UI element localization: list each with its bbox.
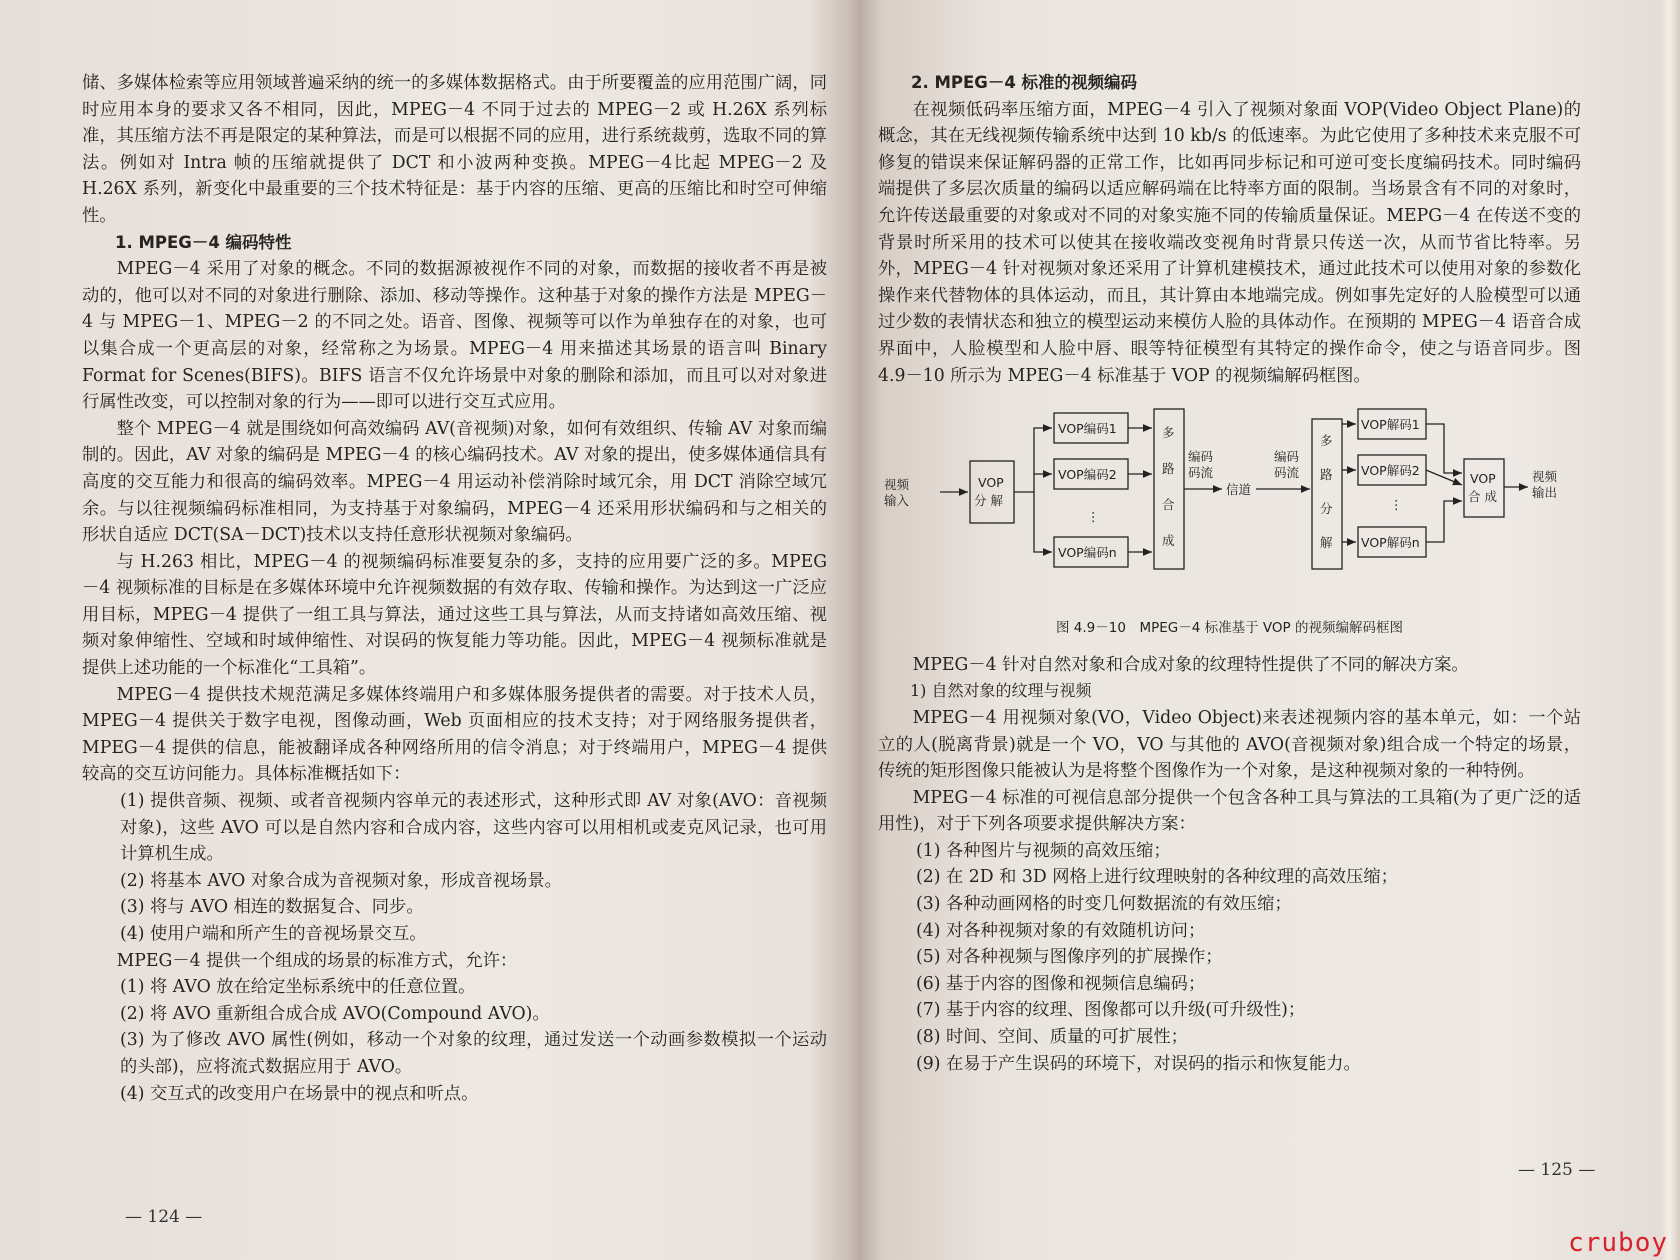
vop-split-box xyxy=(970,461,1014,523)
watermark: cruboy xyxy=(1568,1228,1668,1258)
label-vop-compose-1: VOP xyxy=(1470,471,1496,487)
label-channel: 信道 xyxy=(1226,482,1252,498)
label-decoder-2: VOP解码2 xyxy=(1361,463,1420,479)
label-stream-2b: 码流 xyxy=(1274,465,1300,481)
label-encoder-n: VOP编码n xyxy=(1058,545,1117,561)
label-vop-split-1: VOP xyxy=(978,475,1004,491)
page-number-right: — 125 — xyxy=(1518,1160,1596,1180)
label-encoder-2: VOP编码2 xyxy=(1058,467,1117,483)
label-demux-char: 分 xyxy=(1320,501,1333,517)
label-stream-1: 编码 xyxy=(1188,449,1214,465)
label-decoder-dots: ⋮ xyxy=(1390,497,1403,513)
list-item: (3) 将与 AVO 相连的数据复合、同步。 xyxy=(120,897,424,918)
label-video-out-2: 输出 xyxy=(1532,485,1558,501)
paragraph-objects: MPEG－4 采用了对象的概念。不同的数据源被视作不同的对象，而数据的接收者不再是被动的，他可以对不同的对象进行删除、添加、移动等操作。这种基于对象的操作方法是 MPEG－4 与 MPEG－1、MPEG－2 的不同之处。语音、图像、视频等可以作为单独存在的对象，也可以集合成一个更高层的对象，经常称之为场景。MPEG－4 用来描述其场景的语言叫 Binary Format for Scenes(BIFS)。BIFS 语言不仅允许场景中对象的删除和添加，而且可以对对象进行属性改变，可以控制对象的行为——即可以进行交互式应用。 xyxy=(82,259,827,413)
label-encoder-dots: ⋮ xyxy=(1087,509,1100,525)
label-demux-char: 多 xyxy=(1320,433,1333,449)
list-item: (2) 将基本 AVO 对象合成为音视频对象，形成音视场景。 xyxy=(120,870,562,891)
label-video-in-1: 视频 xyxy=(884,477,910,493)
list-item: (6) 基于内容的图像和视频信息编码； xyxy=(916,973,1206,994)
list-item: (3) 各种动画网格的时变几何数据流的有效压缩； xyxy=(916,894,1292,915)
list-item: (4) 使用户端和所产生的音视场景交互。 xyxy=(120,924,427,944)
figure-caption: 图 4.9－10 MPEG－4 标准基于 VOP 的视频编解码框图 xyxy=(1056,620,1403,637)
list-item: (2) 在 2D 和 3D 网格上进行纹理映射的各种纹理的高效压缩； xyxy=(916,867,1398,888)
label-video-in-2: 输入 xyxy=(884,493,910,509)
label-mux-char: 合 xyxy=(1162,497,1175,513)
paragraph-texture: MPEG－4 针对自然对象和合成对象的纹理特性提供了不同的解决方案。 xyxy=(912,654,1469,675)
heading-encoding-features: 1. MPEG－4 编码特性 xyxy=(115,232,292,252)
heading-video-coding: 2. MPEG－4 标准的视频编码 xyxy=(911,73,1138,92)
label-encoder-1: VOP编码1 xyxy=(1058,421,1117,437)
page-edge xyxy=(1662,0,1680,1260)
label-vop-compose-2: 合 成 xyxy=(1468,489,1497,505)
paragraph-h263: 与 H.263 相比，MPEG－4 的视频编码标准要复杂的多，支持的应用要广泛的多。MPEG－4 视频标准的目标是在多媒体环境中允许视频数据的有效存取、传输和操作。为达到这一广泛应用目标，MPEG－4 提供了一组工具与算法，通过这些工具与算法，从而支持诸如高效压缩、视频对象伸缩性、空域和时域伸缩性、对误码的恢复能力等功能。因此，MPEG－4 视频标准就是提供上述功能的一个标准化“工具箱”。 xyxy=(82,551,827,679)
label-stream-2: 码流 xyxy=(1188,465,1214,481)
codec-block-diagram xyxy=(878,401,1581,611)
list-item: (3) 为了修改 AVO 属性(例如，移动一个对象的纹理，通过发送一个动画参数模拟一个运动的头部)，应将流式数据应用于 AVO。 xyxy=(120,1030,827,1077)
list-item: (9) 在易于产生误码的环境下，对误码的指示和恢复能力。 xyxy=(916,1053,1361,1074)
label-video-out-1: 视频 xyxy=(1532,469,1558,485)
label-demux-char: 路 xyxy=(1320,467,1333,483)
paragraph-vo: MPEG－4 用视频对象(VO，Video Object)来表述视频内容的基本单元，如：一个站立的人(脱离背景)就是一个 VO，VO 与其他的 AVO(音视频对象)组合成一个特定的场景，传统的矩形图像只能被认为是将整个图像作为一个对象，是这种视频对象的一种特例。 xyxy=(878,707,1581,782)
list-item: (8) 时间、空间、质量的可扩展性； xyxy=(916,1027,1188,1048)
paragraph-av-objects: 整个 MPEG－4 就是围绕如何高效编码 AV(音视频)对象，如何有效组织、传输 AV 对象而编制的。因此，AV 对象的编码是 MPEG－4 的核心编码技术。AV 对象的提出，使多媒体通信具有高度的交互能力和很高的编码效率。MPEG－4 用运动补偿消除时域冗余，用 DCT 消除空域冗余。与以往视频编码标准相同，为支持基于对象编码，MPEG－4 还采用形状编码和与之相关的形状自适应 DCT(SA－DCT)技术以支持任意形状视频对象编码。 xyxy=(82,418,827,546)
page-number-left: — 124 — xyxy=(125,1207,203,1227)
left-page xyxy=(82,70,827,1107)
label-mux-char: 多 xyxy=(1162,425,1175,441)
label-decoder-n: VOP解码n xyxy=(1361,535,1420,551)
list-item: (7) 基于内容的纹理、图像都可以升级(可升级性)； xyxy=(916,1000,1306,1021)
label-vop-split-2: 分 解 xyxy=(974,493,1003,509)
list-item: (5) 对各种视频与图像序列的扩展操作； xyxy=(916,947,1223,968)
list-item: (1) 将 AVO 放在给定坐标系统中的任意位置。 xyxy=(120,977,476,998)
paragraph-tech-spec: MPEG－4 提供技术规范满足多媒体终端用户和多媒体服务提供者的需要。对于技术人员，MPEG－4 提供关于数字电视，图像动画，Web 页面相应的技术支持；对于网络服务提供者，MPEG－4 提供的信息，能被翻译成各种网络所用的信令消息；对于终端用户，MPEG－4 提供较高的交互访问能力。具体标准概括如下： xyxy=(82,684,827,785)
paragraph-vop: 在视频低码率压缩方面，MPEG－4 引入了视频对象面 VOP(Video Object Plane)的概念，其在无线视频传输系统中达到 10 kb/s 的低速率。为此它使用了多种技术来克服不可修复的错误来保证解码器的正常工作，比如再同步标记和可逆可变长度编码技术。同时编码端提供了多层次质量的编码以适应解码端在比特率方面的限制。当场景含有不同的对象时，允许传送最重要的对象或对不同的对象实施不同的传输质量保证。MEPG－4 在传送不变的背景时所采用的技术可以使其在接收端改变视角时背景只传送一次，从而节省比特率。另外，MPEG－4 针对视频对象还采用了计算机建模技术，通过此技术可以使用对象的参数化操作来代替物体的具体运动，而且，其计算由本地端完成。例如事先定好的人脸模型可以通过少数的表情状态和独立的模型运动来模仿人脸的具体动作。在预期的 MPEG－4 语音合成界面中，人脸模型和人脸中唇、眼等特征模型有其特定的操作命令，使之与语音同步。图 4.9－10 所示为 MPEG－4 标准基于 VOP 的视频编解码框图。 xyxy=(878,99,1581,386)
paragraph-scene: MPEG－4 提供一个组成的场景的标准方式，允许： xyxy=(116,950,518,971)
list-item: (1) 提供音频、视频、或者音视频内容单元的表述形式，这种形式即 AV 对象(AVO：音视频对象)，这些 AVO 可以是自然内容和合成内容，这些内容可以用相机或麦克风记录，也可用计算机生成。 xyxy=(120,791,827,865)
list-item: (4) 对各种视频对象的有效随机访问； xyxy=(916,920,1206,941)
label-decoder-1: VOP解码1 xyxy=(1361,417,1420,433)
label-demux-char: 解 xyxy=(1320,535,1333,551)
right-page xyxy=(878,70,1581,1077)
label-stream-1b: 编码 xyxy=(1274,449,1300,465)
list-item: (1) 各种图片与视频的高效压缩； xyxy=(916,840,1171,861)
list-item: (4) 交互式的改变用户在场景中的视点和听点。 xyxy=(120,1083,479,1104)
paragraph-toolbox: MPEG－4 标准的可视信息部分提供一个包含各种工具与算法的工具箱(为了更广泛的适用性)，对于下列各项要求提供解决方案： xyxy=(878,787,1581,835)
subheading-natural-objects: 1) 自然对象的纹理与视频 xyxy=(910,681,1092,701)
codec-diagram-svg xyxy=(878,401,1581,611)
vop-compose-box xyxy=(1464,459,1504,517)
label-mux-char: 路 xyxy=(1162,461,1175,477)
label-mux-char: 成 xyxy=(1162,533,1175,549)
list-item: (2) 将 AVO 重新组合成合成 AVO(Compound AVO)。 xyxy=(120,1003,550,1024)
paragraph-intro: 储、多媒体检索等应用领域普遍采纳的统一的多媒体数据格式。由于所要覆盖的应用范围广阔，同时应用本身的要求又各不相同，因此，MPEG－4 不同于过去的 MPEG－2 或 H.26X 系列标准，其压缩方法不再是限定的某种算法，而是可以根据不同的应用，进行系统裁剪，选取不同的算法。例如对 Intra 帧的压缩就提供了 DCT 和小波两种变换。MPEG－4比起 MPEG－2 及 H.26X 系列，新变化中最重要的三个技术特征是：基于内容的压缩、更高的压缩比和时空可伸缩性。 xyxy=(82,73,827,226)
